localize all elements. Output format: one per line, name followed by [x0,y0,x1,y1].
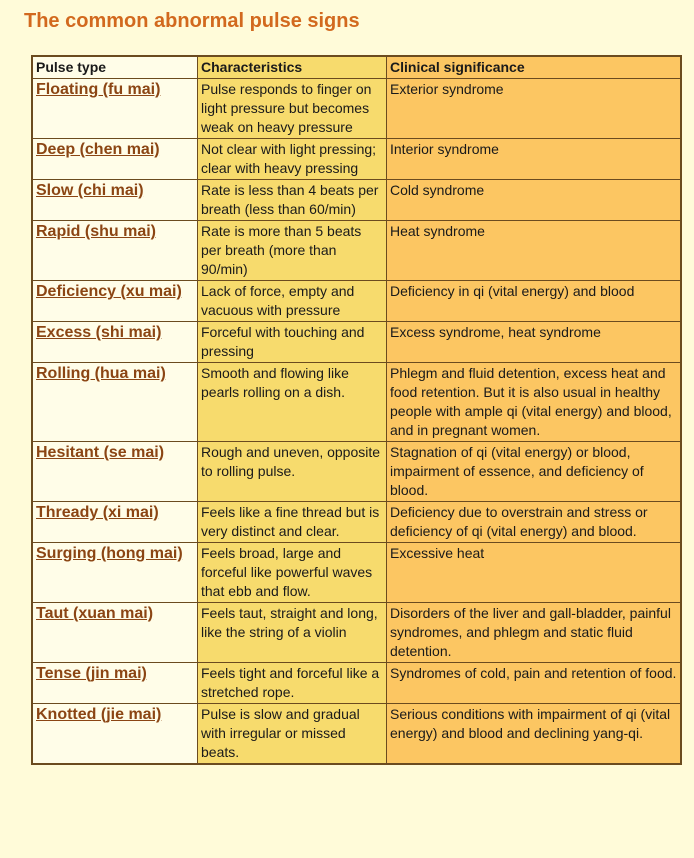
significance-cell: Interior syndrome [387,139,682,180]
pulse-type-link[interactable]: Thready (xi mai) [36,504,159,521]
characteristics-cell: Rate is more than 5 beats per breath (more than 90/min) [198,221,387,281]
significance-cell: Deficiency in qi (vital energy) and blood [387,281,682,322]
pulse-type-cell [32,502,198,543]
significance-cell: Stagnation of qi (vital energy) or blood, impairment of essence, and deficiency of blood. [387,442,682,502]
characteristics-cell: Not clear with light pressing; clear with heavy pressing [198,139,387,180]
significance-cell: Heat syndrome [387,221,682,281]
pulse-type-cell [32,79,198,139]
table-row [32,139,681,180]
table-row [32,221,681,281]
pulse-type-link[interactable]: Slow (chi mai) [36,182,144,199]
significance-cell: Syndromes of cold, pain and retention of food. [387,663,682,704]
characteristics-cell: Rate is less than 4 beats per breath (less than 60/min) [198,180,387,221]
pulse-type-cell [32,442,198,502]
table-header-row [32,56,681,79]
pulse-type-cell [32,180,198,221]
pulse-type-link[interactable]: Taut (xuan mai) [36,605,154,622]
significance-cell: Serious conditions with impairment of qi (vital energy) and blood and declining yang-qi. [387,704,682,765]
pulse-type-link[interactable]: Deep (chen mai) [36,141,160,158]
pulse-type-cell [32,603,198,663]
significance-cell: Disorders of the liver and gall-bladder, painful syndromes, and phlegm and static fluid detention. [387,603,682,663]
characteristics-cell: Forceful with touching and pressing [198,322,387,363]
characteristics-cell: Rough and uneven, opposite to rolling pulse. [198,442,387,502]
significance-cell: Cold syndrome [387,180,682,221]
table-row [32,79,681,139]
page-title: The common abnormal pulse signs [24,10,360,32]
pulse-type-link[interactable]: Tense (jin mai) [36,665,147,682]
table-row [32,502,681,543]
significance-cell: Phlegm and fluid detention, excess heat and food retention. But it is also usual in healthy people with ample qi (vital energy) and blood, and in pregnant women. [387,363,682,442]
header-characteristics: Characteristics [198,56,387,79]
pulse-type-cell [32,704,198,765]
significance-cell: Excessive heat [387,543,682,603]
significance-cell: Excess syndrome, heat syndrome [387,322,682,363]
table-row [32,180,681,221]
characteristics-cell: Feels broad, large and forceful like powerful waves that ebb and flow. [198,543,387,603]
pulse-type-cell [32,281,198,322]
pulse-type-cell [32,221,198,281]
pulse-type-link[interactable]: Deficiency (xu mai) [36,283,182,300]
header-clinical-significance: Clinical significance [387,56,682,79]
significance-cell: Exterior syndrome [387,79,682,139]
pulse-type-link[interactable]: Rolling (hua mai) [36,365,166,382]
characteristics-cell: Feels like a fine thread but is very distinct and clear. [198,502,387,543]
pulse-type-cell [32,322,198,363]
table-row [32,603,681,663]
table-row [32,322,681,363]
pulse-type-cell [32,139,198,180]
table-row [32,281,681,322]
pulse-type-link[interactable]: Knotted (jie mai) [36,706,162,723]
table-row [32,442,681,502]
characteristics-cell: Feels taut, straight and long, like the string of a violin [198,603,387,663]
pulse-type-cell [32,663,198,704]
table-row [32,663,681,704]
pulse-table [31,55,682,765]
header-pulse-type: Pulse type [32,56,198,79]
pulse-type-cell [32,543,198,603]
characteristics-cell: Pulse responds to finger on light pressure but becomes weak on heavy pressure [198,79,387,139]
pulse-type-link[interactable]: Hesitant (se mai) [36,444,165,461]
table-row [32,543,681,603]
pulse-type-link[interactable]: Rapid (shu mai) [36,223,157,240]
characteristics-cell: Pulse is slow and gradual with irregular or missed beats. [198,704,387,765]
pulse-type-link[interactable]: Floating (fu mai) [36,81,161,98]
characteristics-cell: Feels tight and forceful like a stretched rope. [198,663,387,704]
pulse-type-link[interactable]: Surging (hong mai) [36,545,183,562]
table-row [32,363,681,442]
pulse-type-link[interactable]: Excess (shi mai) [36,324,162,341]
characteristics-cell: Lack of force, empty and vacuous with pressure [198,281,387,322]
characteristics-cell: Smooth and flowing like pearls rolling on a dish. [198,363,387,442]
significance-cell: Deficiency due to overstrain and stress or deficiency of qi (vital energy) and blood. [387,502,682,543]
table-row [32,704,681,765]
pulse-type-cell [32,363,198,442]
